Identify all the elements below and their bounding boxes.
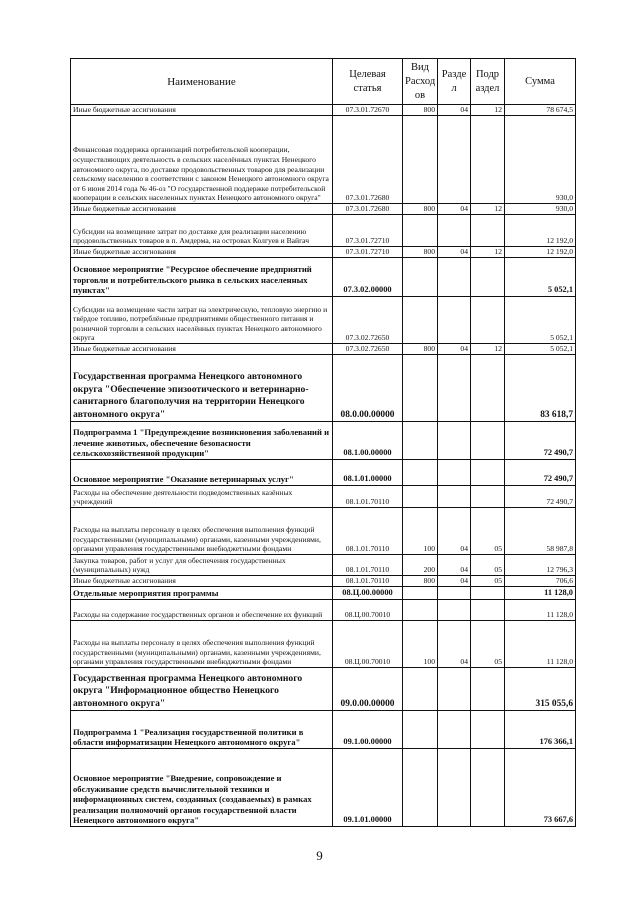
cell-razdel: 04 xyxy=(438,621,471,668)
cell-code: 08.0.00.00000 xyxy=(333,355,403,422)
cell-vid: 100 xyxy=(403,621,438,668)
table-row xyxy=(71,258,576,297)
cell-podrazdel xyxy=(471,668,505,711)
cell-razdel xyxy=(438,116,471,204)
cell-podrazdel xyxy=(471,258,505,297)
cell-code: 07.3.01.72710 xyxy=(333,215,403,247)
cell-vid xyxy=(403,749,438,827)
cell-razdel: 04 xyxy=(438,105,471,116)
cell-sum: 5 052,1 xyxy=(505,344,576,355)
cell-code: 09.0.00.00000 xyxy=(333,668,403,711)
cell-vid: 100 xyxy=(403,508,438,555)
cell-name: Подпрограмма 1 "Реализация государственной политики в области информатизации Ненецкого автономного округа" xyxy=(71,711,333,749)
table-row xyxy=(71,344,576,355)
cell-code: 08.Ц.00.70010 xyxy=(333,600,403,621)
cell-sum: 12 796,3 xyxy=(505,555,576,576)
cell-podrazdel xyxy=(471,116,505,204)
table-row xyxy=(71,297,576,344)
cell-sum: 11 128,0 xyxy=(505,600,576,621)
cell-code: 07.3.01.72680 xyxy=(333,204,403,215)
table-row xyxy=(71,215,576,247)
cell-name: Расходы на выплаты персоналу в целях обеспечения выполнения функций государственными (муниципальными) органами, казенными учреждениями, органами управления государственными внебюджетными фондами xyxy=(71,508,333,555)
cell-razdel xyxy=(438,668,471,711)
cell-vid: 200 xyxy=(403,555,438,576)
table-row xyxy=(71,204,576,215)
cell-podrazdel xyxy=(471,297,505,344)
cell-sum: 176 366,1 xyxy=(505,711,576,749)
cell-podrazdel: 12 xyxy=(471,344,505,355)
cell-name: Расходы на обеспечение деятельности подведомственных казённых учреждений xyxy=(71,486,333,508)
header-sum: Сумма xyxy=(505,59,576,105)
cell-sum: 11 128,0 xyxy=(505,621,576,668)
cell-name: Государственная программа Ненецкого автономного округа "Информационное общество Ненецкого автономного округа" xyxy=(71,668,333,711)
page-number: 9 xyxy=(316,848,323,863)
cell-vid: 800 xyxy=(403,344,438,355)
cell-sum: 72 490,7 xyxy=(505,422,576,460)
cell-razdel xyxy=(438,355,471,422)
cell-razdel xyxy=(438,749,471,827)
cell-vid xyxy=(403,258,438,297)
cell-vid xyxy=(403,587,438,600)
cell-podrazdel xyxy=(471,749,505,827)
cell-vid: 800 xyxy=(403,247,438,258)
cell-razdel xyxy=(438,460,471,486)
cell-code: 09.1.00.00000 xyxy=(333,711,403,749)
cell-podrazdel: 05 xyxy=(471,576,505,587)
cell-sum: 12 192,0 xyxy=(505,247,576,258)
cell-code: 09.1.01.00000 xyxy=(333,749,403,827)
table-body xyxy=(71,105,576,827)
cell-sum: 930,0 xyxy=(505,116,576,204)
cell-razdel xyxy=(438,215,471,247)
table-row xyxy=(71,749,576,827)
cell-code: 08.Ц.00.70010 xyxy=(333,621,403,668)
header-code: Целевая статья xyxy=(333,59,403,105)
cell-name: Расходы на выплаты персоналу в целях обеспечения выполнения функций государственными (муниципальными) органами, казенными учреждениями, органами управления государственными внебюджетными фондами xyxy=(71,621,333,668)
cell-name: Основное мероприятие "Ресурсное обеспечение предприятий торговли и потребительского рынка в сельских населенных пунктах" xyxy=(71,258,333,297)
cell-code: 07.3.02.00000 xyxy=(333,258,403,297)
table-row xyxy=(71,247,576,258)
cell-razdel: 04 xyxy=(438,247,471,258)
cell-razdel xyxy=(438,258,471,297)
cell-vid xyxy=(403,355,438,422)
cell-code: 07.3.01.72710 xyxy=(333,247,403,258)
cell-sum: 73 667,6 xyxy=(505,749,576,827)
cell-razdel xyxy=(438,297,471,344)
cell-sum: 12 192,0 xyxy=(505,215,576,247)
cell-sum: 315 055,6 xyxy=(505,668,576,711)
table-row xyxy=(71,587,576,600)
table-row xyxy=(71,355,576,422)
table-row xyxy=(71,668,576,711)
cell-sum: 5 052,1 xyxy=(505,258,576,297)
cell-name: Иные бюджетные ассигнования xyxy=(71,344,333,355)
cell-name: Субсидии на возмещение затрат по доставке для реализации населению продовольственных товаров в п. Амдерма, на островах Колгуев и Вайгач xyxy=(71,215,333,247)
cell-razdel xyxy=(438,486,471,508)
table-row xyxy=(71,621,576,668)
table-row xyxy=(71,555,576,576)
cell-name: Отдельные мероприятия программы xyxy=(71,587,333,600)
table-row xyxy=(71,576,576,587)
cell-code: 07.3.02.72650 xyxy=(333,297,403,344)
cell-name: Подпрограмма 1 "Предупреждение возникновения заболеваний и лечение животных, обеспечение безопасности сельскохозяйственной продукции" xyxy=(71,422,333,460)
cell-podrazdel: 05 xyxy=(471,508,505,555)
cell-vid xyxy=(403,297,438,344)
cell-code: 08.1.01.00000 xyxy=(333,460,403,486)
cell-podrazdel: 05 xyxy=(471,555,505,576)
cell-podrazdel xyxy=(471,486,505,508)
cell-podrazdel: 12 xyxy=(471,247,505,258)
cell-code: 07.3.01.72680 xyxy=(333,116,403,204)
table-header-row xyxy=(71,59,576,105)
cell-razdel xyxy=(438,711,471,749)
cell-code: 08.Ц.00.00000 xyxy=(333,587,403,600)
cell-sum: 5 052,1 xyxy=(505,297,576,344)
cell-podrazdel xyxy=(471,215,505,247)
cell-vid xyxy=(403,116,438,204)
cell-vid xyxy=(403,422,438,460)
cell-razdel: 04 xyxy=(438,204,471,215)
cell-razdel: 04 xyxy=(438,508,471,555)
cell-name: Основное мероприятие "Внедрение, сопровождение и обслуживание средств вычислительной техники и информационных систем, созданных (создаваемых) в рамках реализации полномочий органов государственной власти Ненецкого автономного округа" xyxy=(71,749,333,827)
cell-vid xyxy=(403,215,438,247)
cell-podrazdel: 12 xyxy=(471,105,505,116)
header-razdel: Разде л xyxy=(438,59,471,105)
table-row xyxy=(71,486,576,508)
table-row xyxy=(71,508,576,555)
cell-name: Субсидии на возмещение части затрат на электрическую, тепловую энергию и твёрдое топливо, потреблённые предприятиями общественного питания и розничной торговли в сельских населённых пунктах Ненецкого автономного округа xyxy=(71,297,333,344)
cell-code: 08.1.01.70110 xyxy=(333,508,403,555)
cell-code: 07.3.01.72670 xyxy=(333,105,403,116)
cell-vid: 800 xyxy=(403,204,438,215)
header-name: Наименование xyxy=(71,59,333,105)
cell-sum: 58 987,8 xyxy=(505,508,576,555)
cell-code: 08.1.01.70110 xyxy=(333,576,403,587)
cell-sum: 83 618,7 xyxy=(505,355,576,422)
cell-code: 08.1.00.00000 xyxy=(333,422,403,460)
cell-sum: 72 490,7 xyxy=(505,486,576,508)
cell-name: Иные бюджетные ассигнования xyxy=(71,247,333,258)
budget-table xyxy=(70,58,576,827)
cell-podrazdel xyxy=(471,711,505,749)
header-vid: Вид Расход ов xyxy=(403,59,438,105)
cell-podrazdel xyxy=(471,422,505,460)
cell-podrazdel xyxy=(471,600,505,621)
table-row xyxy=(71,460,576,486)
cell-razdel: 04 xyxy=(438,576,471,587)
cell-code: 07.3.02.72650 xyxy=(333,344,403,355)
cell-name: Иные бюджетные ассигнования xyxy=(71,105,333,116)
cell-razdel: 04 xyxy=(438,344,471,355)
cell-vid xyxy=(403,711,438,749)
table-row xyxy=(71,600,576,621)
cell-vid xyxy=(403,486,438,508)
cell-razdel xyxy=(438,600,471,621)
cell-sum: 78 674,5 xyxy=(505,105,576,116)
cell-code: 08.1.01.70110 xyxy=(333,555,403,576)
cell-razdel xyxy=(438,587,471,600)
cell-code: 08.1.01.70110 xyxy=(333,486,403,508)
cell-vid xyxy=(403,668,438,711)
cell-name: Расходы на содержание государственных органов и обеспечение их функций xyxy=(71,600,333,621)
cell-vid xyxy=(403,600,438,621)
cell-name: Основное мероприятие "Оказание ветеринарных услуг" xyxy=(71,460,333,486)
cell-name: Иные бюджетные ассигнования xyxy=(71,204,333,215)
cell-podrazdel xyxy=(471,587,505,600)
cell-sum: 706,6 xyxy=(505,576,576,587)
table-row xyxy=(71,422,576,460)
cell-vid: 800 xyxy=(403,576,438,587)
cell-name: Иные бюджетные ассигнования xyxy=(71,576,333,587)
cell-razdel xyxy=(438,422,471,460)
cell-podrazdel: 12 xyxy=(471,204,505,215)
cell-name: Государственная программа Ненецкого автономного округа "Обеспечение эпизоотического и ветеринарно-санитарного благополучия на территории Ненецкого автономного округа" xyxy=(71,355,333,422)
cell-name: Закупка товаров, работ и услуг для обеспечения государственных (муниципальных) нужд xyxy=(71,555,333,576)
cell-sum: 930,0 xyxy=(505,204,576,215)
cell-name: Финансовая поддержка организаций потребительской кооперации, осуществляющих деятельность в сельских населённых пунктах Ненецкого автономного округа, по доставке продовольственных товаров для реализации сельскому населению в соответствии с законом Ненецкого автономного округа от 6 июня 2014 года № 46-оз "О государственной поддержке потребительской кооперации в сельских населенных пунктах Ненецкого автономного округа" xyxy=(71,116,333,204)
cell-sum: 11 128,0 xyxy=(505,587,576,600)
cell-podrazdel xyxy=(471,355,505,422)
header-podrazdel: Подр аздел xyxy=(471,59,505,105)
table-row xyxy=(71,116,576,204)
table-row xyxy=(71,105,576,116)
cell-vid xyxy=(403,460,438,486)
cell-vid: 800 xyxy=(403,105,438,116)
cell-podrazdel: 05 xyxy=(471,621,505,668)
cell-sum: 72 490,7 xyxy=(505,460,576,486)
cell-razdel: 04 xyxy=(438,555,471,576)
table-row xyxy=(71,711,576,749)
cell-podrazdel xyxy=(471,460,505,486)
